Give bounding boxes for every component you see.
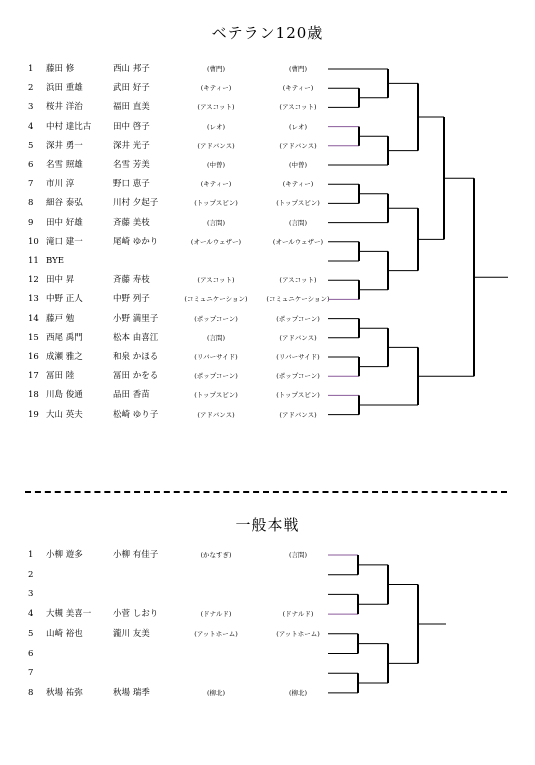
entry-number: 3 [28,102,34,113]
player-1-name: 川島 俊通 [46,390,83,401]
entry-number: 9 [28,217,34,228]
entry-number: 12 [28,275,39,286]
player-2-name: 松崎 ゆり子 [113,409,159,420]
section1-title: ベテラン120歳 [211,24,324,42]
player-1-club: (トップスピン) [194,391,238,400]
player-2-name: 田中 啓子 [113,121,150,132]
player-1-club: (ポップコーン) [194,314,238,323]
player-2-name: 深井 光子 [113,140,150,151]
player-2-club: (リバーサイド) [276,353,320,361]
player-1-club: (リバーサイド) [194,353,238,361]
player-1-name: 中村 達比古 [46,121,92,132]
player-2-name: 西山 邦子 [113,64,150,74]
player-1-name: 大山 英夫 [46,409,83,420]
player-2-name: 秋場 瑞季 [113,687,150,698]
player-2-club: (ポップコーン) [276,314,320,323]
player-1-name: 大槻 美喜一 [46,609,92,620]
player-2-name: 斉藤 寿枝 [113,275,150,286]
player-1-club: (言問) [206,218,226,227]
player-1-name: 桜井 洋治 [46,102,83,113]
entry-number: 10 [28,236,39,247]
player-1-name: 田中 好雄 [46,217,83,228]
player-1-club: (アドバンス) [197,410,235,419]
player-2-name: 川村 夕起子 [113,198,159,209]
player-1-club: (レオ) [206,122,226,131]
player-2-name: 松本 由喜江 [113,332,159,343]
entry-number: 13 [28,294,39,305]
player-1-name: 滝口 建一 [46,236,83,247]
player-1-club: (オールウェザー) [190,237,242,246]
player-1-name: 名雪 照雄 [46,160,83,170]
player-1-name: 細谷 泰弘 [46,198,83,209]
entry-number: 7 [28,179,34,190]
player-2-name: 和泉 かほる [113,352,159,362]
player-2-name: 福田 直美 [113,102,150,113]
entry-number: 17 [28,371,39,382]
entry-number: 5 [28,628,34,639]
player-2-name: 瀧川 友美 [113,628,150,639]
player-1-name: 中野 正人 [46,294,83,305]
player-2-name: 品田 香苗 [113,390,150,401]
player-1-name: 小柳 遊多 [46,550,83,560]
player-1-name: 冨田 陸 [46,371,75,382]
player-2-club: (トップスピン) [276,199,320,208]
player-2-name: 中野 列子 [113,294,150,305]
player-1-club: (アットホーム) [194,629,238,638]
player-1-club: (アスコット) [197,103,235,112]
player-2-club: (レオ) [288,122,308,131]
player-1-name: 山崎 裕也 [46,628,83,639]
player-1-name: 藤戸 勉 [46,313,75,324]
player-1-club: (中曽) [206,161,226,169]
entry-number: 11 [28,256,39,266]
player-2-club: (アットホーム) [276,629,320,638]
player-1-name: 成瀬 雅之 [46,352,83,362]
player-1-club: (コミュニケーション) [184,295,248,304]
entry-number: 2 [28,569,34,580]
entry-number: 16 [28,352,39,362]
player-2-club: (アドバンス) [279,333,317,342]
entry-number: 6 [28,160,34,170]
player-1-club: (柳北) [206,688,226,697]
player-2-name: 尾崎 ゆかり [113,236,159,247]
entry-number: 8 [28,198,34,209]
player-2-club: (アドバンス) [279,410,317,419]
player-1-name: 西尾 禹門 [46,332,83,343]
player-2-club: (アドバンス) [279,141,317,150]
player-2-club: (言問) [288,551,308,559]
entry-number: 4 [28,609,34,620]
player-2-name: 斉藤 美枝 [113,217,150,228]
entry-number: 6 [28,648,34,659]
player-1-club: (ポップコーン) [194,372,238,381]
player-2-club: (トップスピン) [276,391,320,400]
player-2-name: 冨田 かをる [113,371,159,382]
player-2-name: 小柳 有佳子 [113,550,159,560]
player-2-club: (キティー) [282,180,314,189]
player-2-name: 小菅 しおり [113,609,159,620]
player-1-club: (キティー) [200,180,232,189]
entry-number: 1 [28,550,34,560]
entry-number: 14 [28,313,39,324]
player-1-club: (アドバンス) [197,141,235,150]
player-1-name: 浜田 重雄 [46,83,83,94]
entry-number: 15 [28,332,39,343]
entry-number: 18 [28,390,39,401]
section2-title: 一般本戦 [235,516,300,534]
entry-number: 8 [28,687,34,698]
player-2-club: (曹門) [288,65,308,73]
entry-number: 1 [28,64,34,74]
player-2-name: 小野 満里子 [113,313,159,324]
player-1-name: 深井 勇一 [46,140,83,151]
entry-number: 3 [28,589,34,600]
player-1-club: (トップスピン) [194,199,238,208]
player-1-club: (ドナルド) [200,610,232,619]
player-1-name: 藤田 修 [46,64,75,74]
player-1-name: 秋場 祐弥 [46,687,83,698]
player-2-club: (アスコット) [279,276,317,285]
player-2-club: (オールウェザー) [272,237,324,246]
player-1-name: 市川 淳 [46,179,75,190]
player-2-club: (柳北) [288,688,308,697]
player-2-name: 野口 恵子 [113,179,150,190]
entry-number: 2 [28,83,34,94]
player-1-club: (曹門) [206,65,226,73]
player-2-club: (ドナルド) [282,610,314,619]
player-2-club: (ポップコーン) [276,372,320,381]
player-1-name: BYE [46,256,64,266]
section-divider [25,491,507,493]
entry-number: 7 [28,668,34,679]
player-2-club: (中曽) [288,161,308,169]
player-2-name: 名雪 芳美 [113,160,150,170]
player-2-name: 武田 好子 [113,83,150,94]
player-1-club: (キティー) [200,84,232,93]
player-2-club: (言問) [288,218,308,227]
player-2-club: (コミュニケーション) [266,295,330,304]
entry-number: 5 [28,140,34,151]
player-1-club: (アスコット) [197,276,235,285]
player-1-club: (言問) [206,333,226,342]
player-2-club: (キティー) [282,84,314,93]
entry-number: 19 [28,409,39,420]
player-2-club: (アスコット) [279,103,317,112]
player-1-club: (かなすぎ) [200,551,232,559]
entry-number: 4 [28,121,34,132]
player-1-name: 田中 昇 [46,275,75,286]
